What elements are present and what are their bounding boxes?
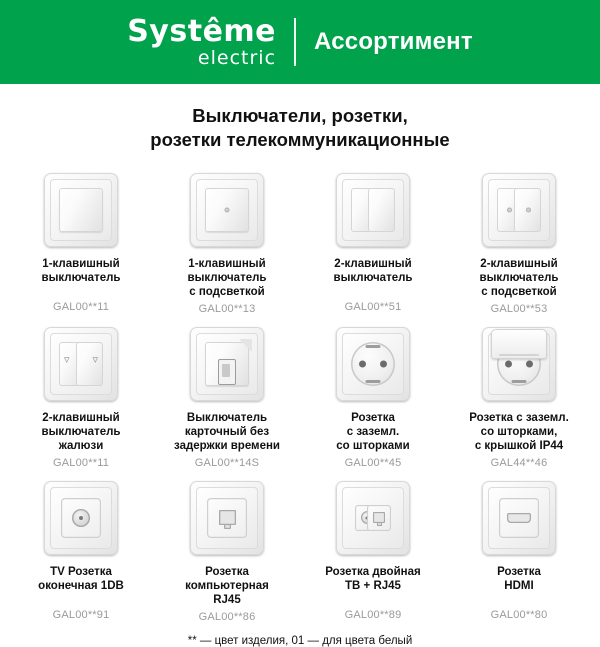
product-caption-line: с крышкой IP44 [474, 439, 564, 452]
corner-cut-icon [239, 339, 252, 352]
product-caption [185, 565, 269, 607]
product-caption-line: оконечная 1DB [38, 579, 124, 592]
product-code: GAL00**86 [198, 610, 256, 623]
earth-contact-icon [512, 380, 527, 383]
product-image-switch-2-led [482, 169, 556, 251]
card-slot-icon [218, 359, 236, 385]
product-caption-line: выключатель [41, 271, 121, 284]
product-caption-line: с заземл. [346, 425, 400, 438]
product-caption-line: с подсветкой [189, 285, 265, 298]
product-image-card-switch [190, 323, 264, 405]
coax-connector-icon [72, 509, 90, 527]
product-caption [334, 257, 413, 297]
product-caption-line: 1-клавишный [188, 257, 266, 270]
connector-face [61, 498, 101, 538]
socket-pin-icon [380, 360, 387, 367]
product-card[interactable] [154, 319, 300, 471]
socket-pin-icon [505, 360, 512, 367]
product-code: GAL00**11 [52, 300, 110, 313]
product-image-dual-socket [336, 477, 410, 559]
product-card[interactable] [8, 165, 154, 317]
product-caption-line: HDMI [504, 579, 534, 592]
product-caption [174, 411, 280, 453]
product-card[interactable] [300, 319, 446, 471]
product-caption-line: выключатель [187, 271, 267, 284]
product-image-switch-1 [44, 169, 118, 251]
page-title-line-2: розетки телекоммуникационные [150, 129, 450, 151]
indicator-led-icon [526, 207, 531, 212]
product-caption-line: Розетка [497, 565, 541, 578]
socket-ring-icon [351, 342, 395, 386]
socket-pin-icon [359, 360, 366, 367]
product-card[interactable] [8, 319, 154, 471]
product-caption-line: Розетка [351, 411, 395, 424]
product-code: GAL00**53 [490, 302, 548, 315]
product-caption-line: карточный без [184, 425, 270, 438]
product-card[interactable] [154, 165, 300, 317]
product-caption-line: 2-клавишный [480, 257, 558, 270]
product-caption-line: Розетка [205, 565, 249, 578]
product-code: GAL00**80 [490, 608, 548, 621]
connector-face [207, 498, 247, 538]
product-caption-line: TV Розетка [50, 565, 112, 578]
product-image-switch-2 [336, 169, 410, 251]
product-caption-line: выключатель [479, 271, 559, 284]
arrow-up-icon: ▿ [64, 353, 70, 366]
product-caption [42, 257, 121, 297]
product-caption-line: 2-клавишный [42, 411, 120, 424]
product-code: GAL00**91 [52, 608, 110, 621]
product-image-switch-1-led [190, 169, 264, 251]
product-code: GAL00**89 [344, 608, 402, 621]
product-caption-line: ТВ + RJ45 [345, 579, 401, 592]
indicator-led-icon [507, 207, 512, 212]
socket-pin-icon [526, 360, 533, 367]
product-caption-line: компьютерная [185, 579, 269, 592]
product-caption [480, 257, 559, 299]
product-caption-line: Розетка с заземл. [469, 411, 569, 424]
page-header [0, 0, 600, 84]
lid-hinge-icon [499, 354, 539, 356]
earth-contact-icon [366, 345, 381, 348]
product-caption-line: Выключатель [186, 411, 268, 424]
product-caption [188, 257, 267, 299]
connector-face-rj45 [367, 505, 391, 531]
product-caption [325, 565, 420, 605]
product-code: GAL00**11 [52, 456, 110, 469]
product-caption-line: выключатель [41, 425, 121, 438]
header-divider [294, 18, 296, 66]
product-card[interactable] [446, 473, 592, 625]
product-image-socket-lid [482, 323, 556, 405]
product-code: GAL00**14S [194, 456, 260, 469]
product-caption [42, 411, 121, 453]
connector-face [499, 498, 539, 538]
page-title-line-1: Выключатели, розетки, [192, 105, 408, 126]
product-caption-line: RJ45 [213, 593, 241, 606]
product-caption-line: 2-клавишный [334, 257, 412, 270]
product-caption [38, 565, 124, 605]
product-image-rj45-socket [190, 477, 264, 559]
product-caption-line: Розетка двойная [325, 565, 421, 578]
product-caption-line: жалюзи [58, 439, 104, 452]
product-caption-line: со шторками [336, 439, 410, 452]
product-code: GAL00**13 [198, 302, 256, 315]
product-card[interactable] [8, 473, 154, 625]
product-card[interactable] [446, 319, 592, 471]
page-title [0, 104, 600, 153]
product-card[interactable] [446, 165, 592, 317]
rj45-connector-icon [219, 510, 236, 525]
product-code: GAL44**46 [490, 456, 548, 469]
rj45-connector-icon [373, 512, 385, 523]
product-image-switch-blinds [44, 323, 118, 405]
protective-lid-icon [491, 329, 547, 359]
arrow-down-icon: ▿ [92, 353, 98, 366]
product-image-tv-socket [44, 477, 118, 559]
product-caption-line: выключатель [333, 271, 413, 284]
brand-name-primary: Systême [127, 13, 277, 49]
product-caption [336, 411, 409, 453]
indicator-led-icon [225, 207, 230, 212]
earth-contact-icon [366, 380, 381, 383]
product-grid [0, 159, 600, 625]
brand-logo [127, 13, 294, 69]
product-card[interactable] [154, 473, 300, 625]
brand-name-secondary: electric [197, 46, 277, 69]
hdmi-connector-icon [507, 513, 531, 523]
product-caption-line: со шторками, [480, 425, 558, 438]
header-title: Ассортимент [314, 28, 473, 55]
product-caption-line: с подсветкой [481, 285, 557, 298]
product-image-hdmi-socket [482, 477, 556, 559]
product-code: GAL00**45 [344, 456, 402, 469]
product-caption [497, 565, 541, 605]
product-code: GAL00**51 [344, 300, 402, 313]
product-caption-line: задержки времени [174, 439, 280, 452]
footnote: ** — цвет изделия, 01 — для цвета белый [187, 634, 413, 647]
product-caption-line: 1-клавишный [42, 257, 120, 270]
product-card[interactable] [300, 165, 446, 317]
product-caption [469, 411, 569, 453]
product-card[interactable] [300, 473, 446, 625]
product-image-socket-shutters [336, 323, 410, 405]
